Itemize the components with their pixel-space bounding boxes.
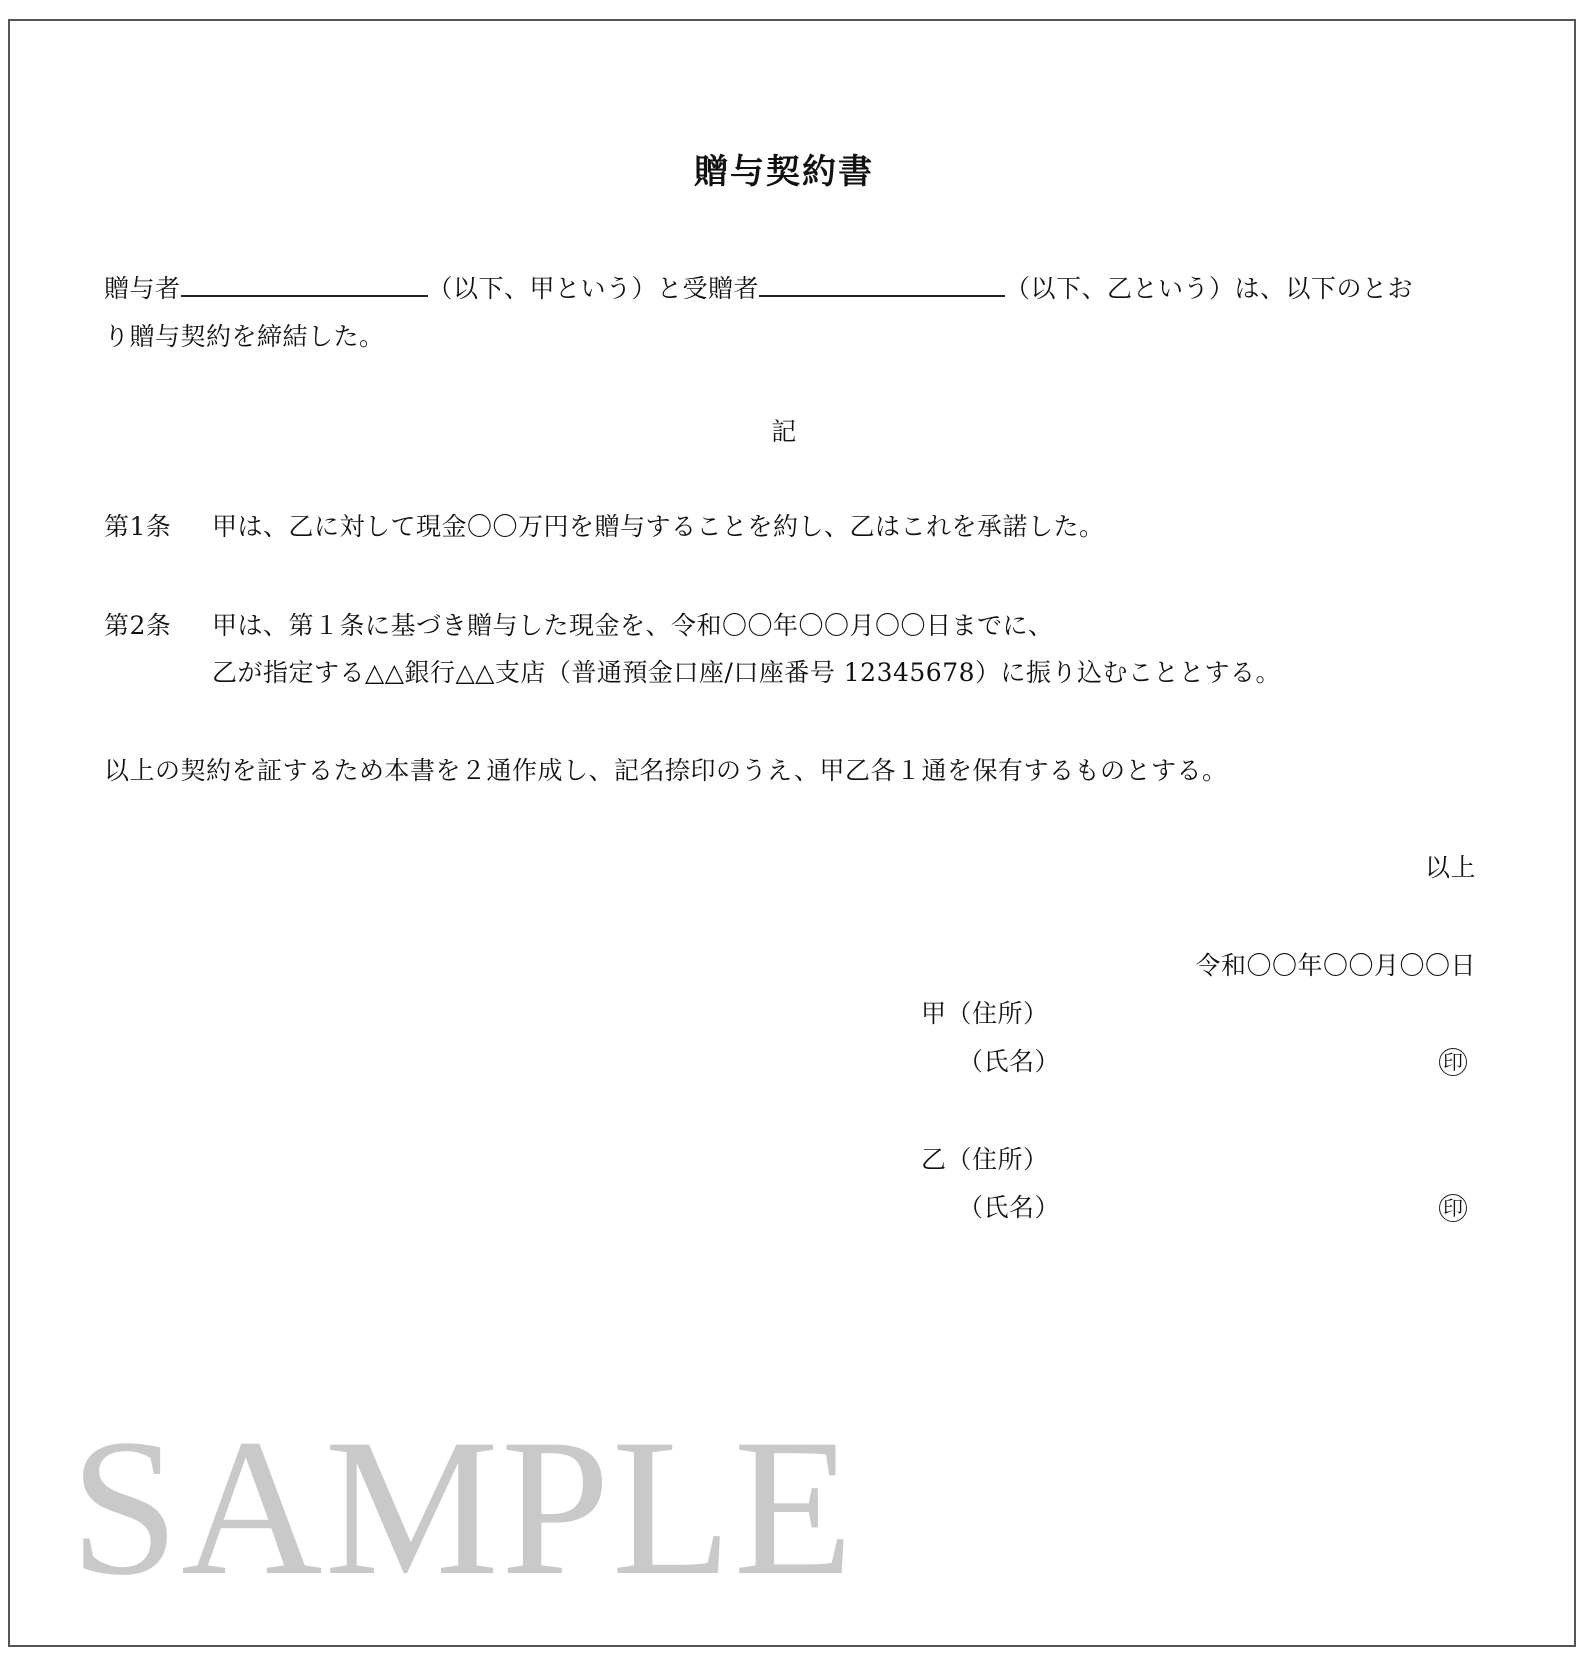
party-b-name-label: （氏名） <box>958 1193 1061 1222</box>
party-a-name-label: （氏名） <box>958 1047 1061 1076</box>
seal-mark-icon: 印 <box>1439 1194 1467 1222</box>
donor-suffix: （以下、甲という）と受贈者 <box>427 274 760 303</box>
intro-line-2: り贈与契約を締結した。 <box>104 322 385 351</box>
donee-suffix: （以下、乙という）は、以下のとお <box>1005 274 1414 303</box>
donor-label: 贈与者 <box>104 274 181 303</box>
donor-name-blank[interactable] <box>181 271 428 297</box>
closing-statement: 以上の契約を証するため本書を２通作成し、記名捺印のうえ、甲乙各１通を保有するものとする。 <box>104 756 1228 785</box>
intro-line-1 <box>104 271 1413 304</box>
party-b-label: 乙 <box>921 1145 947 1174</box>
ki-heading: 記 <box>771 417 797 446</box>
party-a-label: 甲 <box>921 999 947 1028</box>
article-1-text: 甲は、乙に対して現金〇〇万円を贈与することを約し、乙はこれを承諾した。 <box>212 512 1105 541</box>
contract-date: 令和〇〇年〇〇月〇〇日 <box>1195 951 1476 980</box>
address-label: （住所） <box>946 999 1049 1028</box>
article-2-text-1: 甲は、第１条に基づき贈与した現金を、令和〇〇年〇〇月〇〇日までに、 <box>212 611 1054 640</box>
address-label: （住所） <box>946 1145 1049 1174</box>
ijo-end-mark: 以上 <box>1424 853 1476 882</box>
party-a-address <box>921 999 1049 1029</box>
seal-mark-icon: 印 <box>1439 1048 1467 1076</box>
article-1-label: 第1条 <box>104 512 172 541</box>
document-title: 贈与契約書 <box>694 152 874 192</box>
party-b-address <box>921 1145 1049 1175</box>
sample-watermark: SAMPLE <box>70 1399 856 1616</box>
article-2-text-2: 乙が指定する△△銀行△△支店（普通預金口座/口座番号 12345678）に振り込むこととする。 <box>212 658 1282 687</box>
article-2-label: 第2条 <box>104 611 172 640</box>
donee-name-blank[interactable] <box>759 271 1005 297</box>
